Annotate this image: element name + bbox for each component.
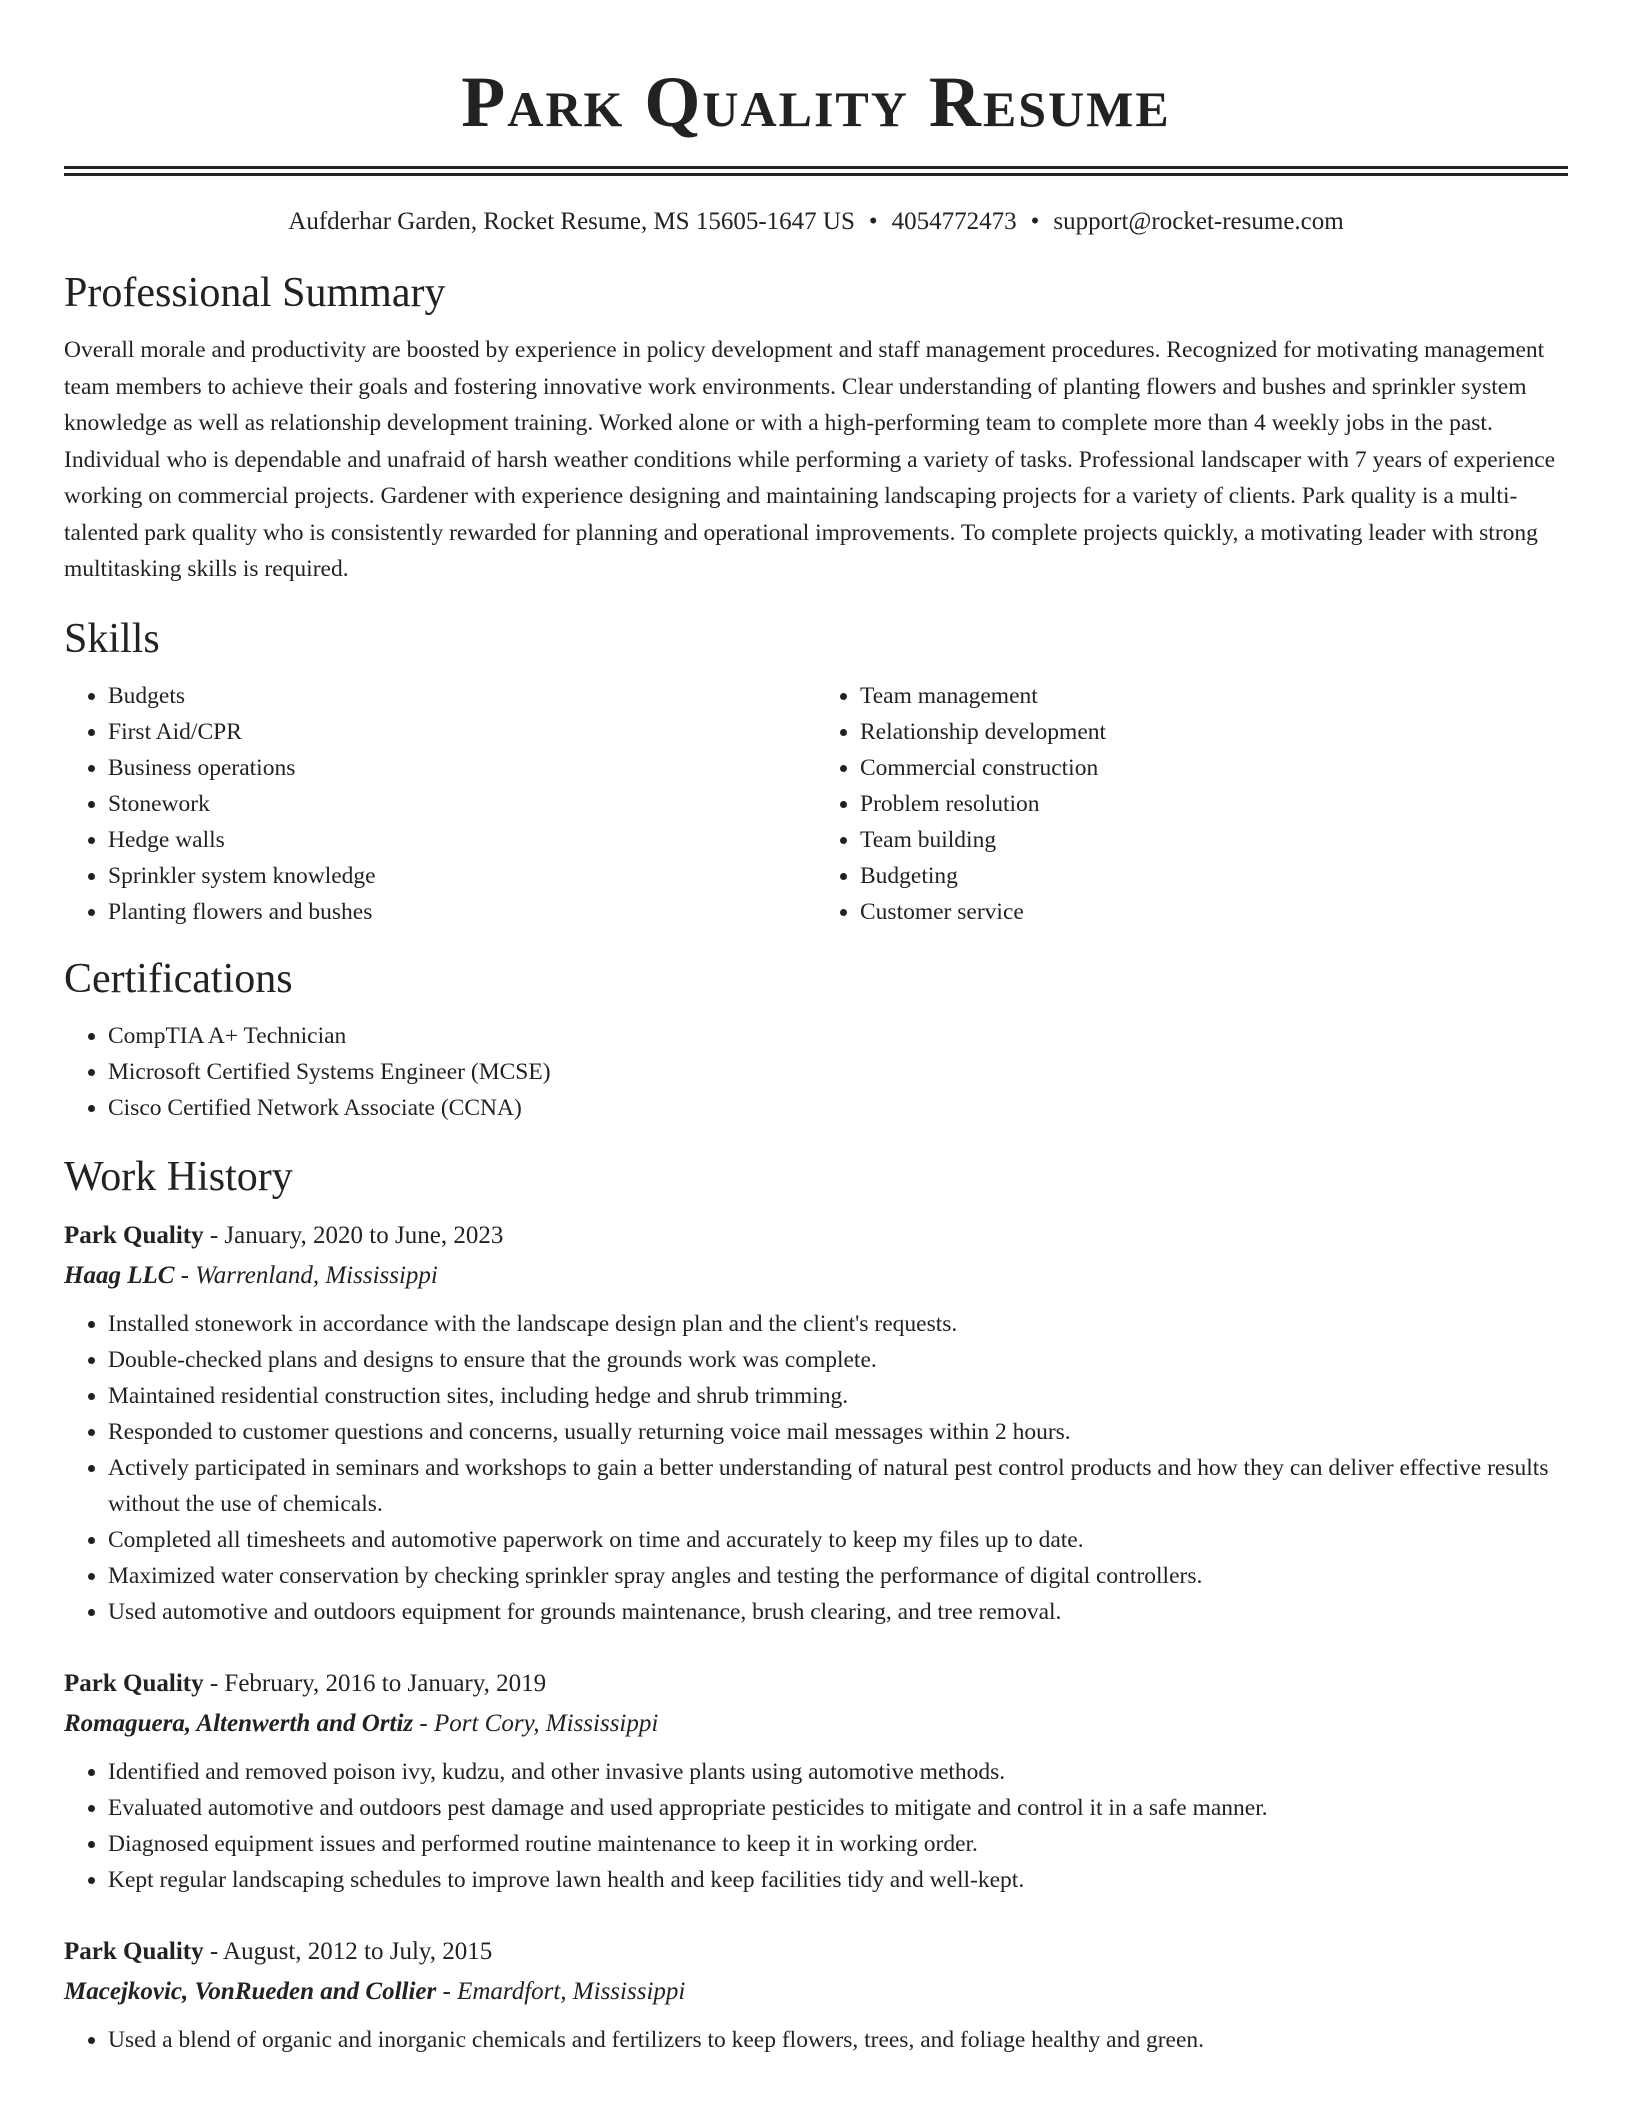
- resume-content: [64, 0, 1568, 2058]
- skill-item: • Relationship development: [860, 714, 1568, 750]
- skill-item: • Team management: [860, 678, 1568, 714]
- skill-item: • Hedge walls: [108, 822, 816, 858]
- certification-item: • CompTIA A+ Technician: [108, 1018, 1568, 1054]
- skill-item: • Problem resolution: [860, 786, 1568, 822]
- job-title-line: [64, 1664, 1568, 1704]
- certification-item: • Cisco Certified Network Associate (CCNA): [108, 1090, 1568, 1126]
- job-dash: -: [174, 1261, 196, 1289]
- job-bullet: • Kept regular landscaping schedules to improve lawn health and keep facilities tidy and well-kept.: [108, 1862, 1568, 1898]
- job-dash: -: [203, 1221, 225, 1249]
- job-title: Park Quality: [64, 1937, 204, 1965]
- work-history-heading: Work History: [64, 1153, 293, 1200]
- job-employer-line: [64, 1704, 1568, 1744]
- job-title: Park Quality: [64, 1669, 204, 1697]
- skill-item: • Team building: [860, 822, 1568, 858]
- job-entry: [64, 1216, 1568, 1630]
- job-employer: Macejkovic, VonRueden and Collier: [64, 1977, 437, 2005]
- job-bullet: • Maintained residential construction sites, including hedge and shrub trimming.: [108, 1378, 1568, 1414]
- job-dates: January, 2020 to June, 2023: [224, 1221, 504, 1249]
- job-bullet: • Identified and removed poison ivy, kudzu, and other invasive plants using automotive methods.: [108, 1754, 1568, 1790]
- job-employer-line: [64, 1256, 1568, 1296]
- skills-columns: [64, 678, 1568, 930]
- job-dash: -: [436, 1977, 458, 2005]
- job-location: Port Cory, Mississippi: [433, 1709, 659, 1737]
- job-employer: Haag LLC: [64, 1261, 175, 1289]
- summary-heading: Professional Summary: [64, 270, 446, 316]
- job-list: [64, 1216, 1568, 2058]
- skills-list-left: [64, 678, 816, 930]
- contact-address: Aufderhar Garden, Rocket Resume, MS 15605-1647 US: [288, 208, 855, 235]
- contact-separator: •: [1030, 208, 1040, 235]
- work-history-section: [64, 1152, 1568, 2058]
- job-location: Emardfort, Mississippi: [457, 1977, 686, 2005]
- resume-title: Park Quality Resume: [461, 62, 1171, 142]
- skills-list-right: [816, 678, 1568, 930]
- job-bullets: [64, 1306, 1568, 1630]
- skill-item: • First Aid/CPR: [108, 714, 816, 750]
- certifications-heading: Certifications: [64, 955, 293, 1002]
- job-employer: Romaguera, Altenwerth and Ortiz: [64, 1709, 414, 1737]
- job-bullet: • Evaluated automotive and outdoors pest damage and used appropriate pesticides to mitigate and control it in a safe manner.: [108, 1790, 1568, 1826]
- job-title-line: [64, 1932, 1568, 1972]
- job-dash: -: [203, 1937, 224, 1965]
- job-bullet: • Used a blend of organic and inorganic chemicals and fertilizers to keep flowers, trees, and foliage healthy and green.: [108, 2022, 1568, 2058]
- contact-separator: •: [868, 208, 878, 235]
- skill-item: • Planting flowers and bushes: [108, 894, 816, 930]
- job-dash: -: [203, 1669, 225, 1697]
- job-title-line: [64, 1216, 1568, 1256]
- job-bullet: • Double-checked plans and designs to ensure that the grounds work was complete.: [108, 1342, 1568, 1378]
- title-double-rule: [64, 166, 1568, 176]
- contact-email[interactable]: support@rocket-resume.com: [1053, 208, 1344, 235]
- summary-section: [64, 268, 1568, 588]
- certifications-list: [64, 1018, 1568, 1126]
- skill-item: • Budgets: [108, 678, 816, 714]
- job-dash: -: [413, 1709, 434, 1737]
- skill-item: • Customer service: [860, 894, 1568, 930]
- skill-item: • Budgeting: [860, 858, 1568, 894]
- certification-item: • Microsoft Certified Systems Engineer (MCSE): [108, 1054, 1568, 1090]
- job-location: Warrenland, Mississippi: [195, 1261, 438, 1289]
- skill-item: • Sprinkler system knowledge: [108, 858, 816, 894]
- contact-line: [64, 206, 1568, 238]
- job-bullet: • Responded to customer questions and concerns, usually returning voice mail messages within 2 hours.: [108, 1414, 1568, 1450]
- job-bullet: • Actively participated in seminars and workshops to gain a better understanding of natural pest control products and how they can deliver effective results without the use of chemicals.: [108, 1450, 1568, 1522]
- job-entry: [64, 1932, 1568, 2058]
- job-title: Park Quality: [64, 1221, 204, 1249]
- skills-section: [64, 614, 1568, 930]
- skill-item: • Stonework: [108, 786, 816, 822]
- job-dates: August, 2012 to July, 2015: [223, 1937, 493, 1965]
- job-bullet: • Maximized water conservation by checking sprinkler spray angles and testing the performance of digital controllers.: [108, 1558, 1568, 1594]
- summary-text: Overall morale and productivity are boosted by experience in policy development and staff management procedures. Recognized for motivating management team members to achieve their goals and fostering innovative work environments. Clear understanding of planting flowers and bushes and sprinkler system knowledge as well as relationship development training. Worked alone or with a high-performing team to complete more than 4 weekly jobs in the past. Individual who is dependable and unafraid of harsh weather conditions while performing a variety of tasks. Professional landscaper with 7 years of experience working on commercial projects. Gardener with experience designing and maintaining landscaping projects for a variety of clients. Park quality is a multi-talented park quality who is consistently rewarded for planning and operational improvements. To complete projects quickly, a motivating leader with strong multitasking skills is required.: [64, 337, 1556, 582]
- job-bullets: [64, 1754, 1568, 1898]
- job-entry: [64, 1664, 1568, 1898]
- certifications-section: [64, 954, 1568, 1126]
- skill-item: • Commercial construction: [860, 750, 1568, 786]
- skill-item: • Business operations: [108, 750, 816, 786]
- job-bullet: • Completed all timesheets and automotive paperwork on time and accurately to keep my files up to date.: [108, 1522, 1568, 1558]
- job-bullets: [64, 2022, 1568, 2058]
- job-bullet: • Installed stonework in accordance with the landscape design plan and the client's requests.: [108, 1306, 1568, 1342]
- skills-heading: Skills: [64, 615, 160, 662]
- job-employer-line: [64, 1972, 1568, 2012]
- job-dates: February, 2016 to January, 2019: [224, 1669, 547, 1697]
- job-bullet: • Diagnosed equipment issues and performed routine maintenance to keep it in working order.: [108, 1826, 1568, 1862]
- job-bullet: • Used automotive and outdoors equipment for grounds maintenance, brush clearing, and tree removal.: [108, 1594, 1568, 1630]
- contact-phone[interactable]: 4054772473: [891, 208, 1017, 235]
